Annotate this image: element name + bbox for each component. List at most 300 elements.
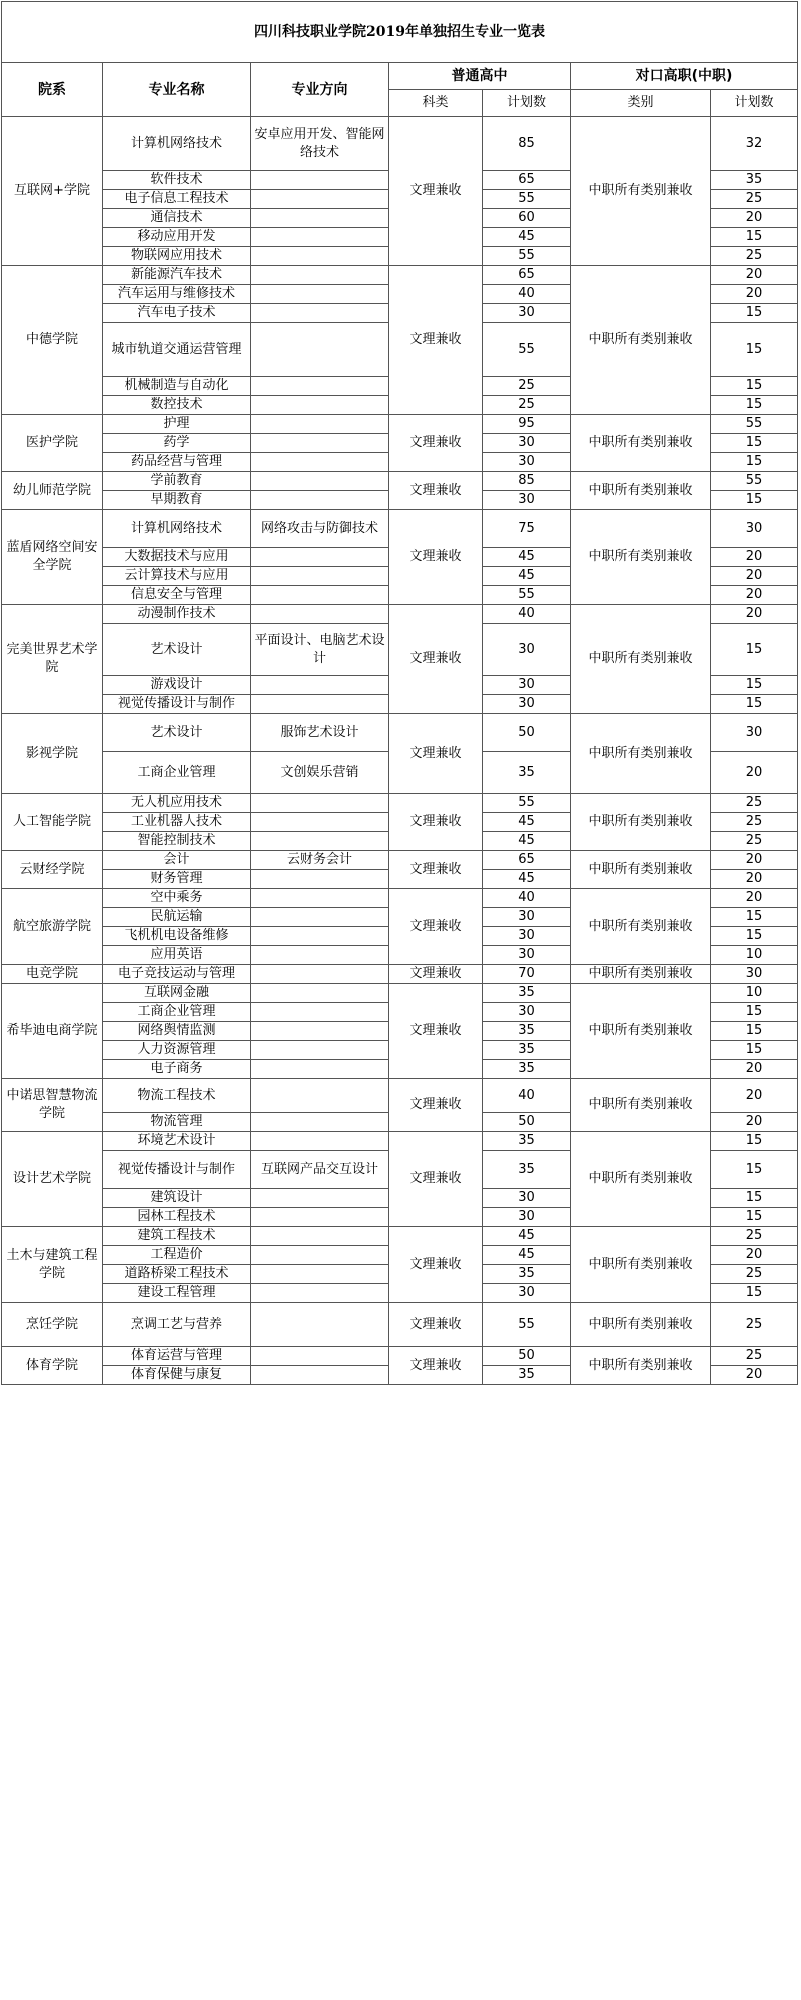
general-plan-cell: 50 [483, 1113, 571, 1132]
vocational-plan-cell: 15 [711, 1022, 798, 1041]
direction-cell [251, 415, 389, 434]
general-plan-cell: 30 [483, 695, 571, 714]
vocational-plan-cell: 15 [711, 908, 798, 927]
vocational-plan-cell: 20 [711, 851, 798, 870]
vocational-plan-cell: 20 [711, 1246, 798, 1265]
direction-cell [251, 870, 389, 889]
vocational-category-cell: 中职所有类别兼收 [571, 510, 711, 605]
major-name-cell: 艺术设计 [103, 624, 251, 676]
general-plan-cell: 35 [483, 752, 571, 794]
college-name-cell: 云财经学院 [2, 851, 103, 889]
vocational-plan-cell: 35 [711, 171, 798, 190]
direction-cell [251, 247, 389, 266]
major-name-cell: 软件技术 [103, 171, 251, 190]
general-plan-cell: 30 [483, 1208, 571, 1227]
college-name-cell: 体育学院 [2, 1347, 103, 1385]
general-plan-cell: 55 [483, 190, 571, 209]
vocational-category-cell: 中职所有类别兼收 [571, 1132, 711, 1227]
major-name-cell: 大数据技术与应用 [103, 548, 251, 567]
major-name-cell: 游戏设计 [103, 676, 251, 695]
major-name-cell: 智能控制技术 [103, 832, 251, 851]
general-plan-cell: 45 [483, 1246, 571, 1265]
direction-cell [251, 434, 389, 453]
general-plan-cell: 30 [483, 927, 571, 946]
vocational-plan-cell: 25 [711, 1303, 798, 1347]
general-plan-cell: 35 [483, 1041, 571, 1060]
vocational-plan-cell: 30 [711, 510, 798, 548]
vocational-plan-cell: 20 [711, 266, 798, 285]
direction-cell [251, 1265, 389, 1284]
major-name-cell: 工商企业管理 [103, 752, 251, 794]
direction-cell [251, 1303, 389, 1347]
major-name-cell: 汽车运用与维修技术 [103, 285, 251, 304]
direction-cell [251, 396, 389, 415]
vocational-plan-cell: 25 [711, 1265, 798, 1284]
direction-cell [251, 1284, 389, 1303]
direction-cell [251, 548, 389, 567]
major-name-cell: 学前教育 [103, 472, 251, 491]
general-plan-cell: 65 [483, 171, 571, 190]
general-plan-cell: 25 [483, 396, 571, 415]
subject-cell: 文理兼收 [389, 1303, 483, 1347]
vocational-plan-cell: 20 [711, 605, 798, 624]
vocational-category-cell: 中职所有类别兼收 [571, 794, 711, 851]
major-name-cell: 计算机网络技术 [103, 117, 251, 171]
general-plan-cell: 75 [483, 510, 571, 548]
header-college: 院系 [2, 63, 103, 117]
major-name-cell: 艺术设计 [103, 714, 251, 752]
college-name-cell: 互联网+学院 [2, 117, 103, 266]
vocational-plan-cell: 15 [711, 304, 798, 323]
college-name-cell: 完美世界艺术学院 [2, 605, 103, 714]
vocational-category-cell: 中职所有类别兼收 [571, 415, 711, 472]
header-major: 专业名称 [103, 63, 251, 117]
general-plan-cell: 40 [483, 605, 571, 624]
major-name-cell: 计算机网络技术 [103, 510, 251, 548]
direction-cell [251, 171, 389, 190]
general-plan-cell: 30 [483, 1284, 571, 1303]
direction-cell [251, 1208, 389, 1227]
vocational-plan-cell: 15 [711, 695, 798, 714]
direction-cell [251, 1113, 389, 1132]
direction-cell: 平面设计、电脑艺术设计 [251, 624, 389, 676]
direction-cell [251, 605, 389, 624]
subject-cell: 文理兼收 [389, 415, 483, 472]
direction-cell [251, 676, 389, 695]
general-plan-cell: 45 [483, 228, 571, 247]
direction-cell: 互联网产品交互设计 [251, 1151, 389, 1189]
major-name-cell: 建筑设计 [103, 1189, 251, 1208]
direction-cell [251, 1079, 389, 1113]
major-name-cell: 工程造价 [103, 1246, 251, 1265]
direction-cell [251, 695, 389, 714]
subject-cell: 文理兼收 [389, 1227, 483, 1303]
table-row [2, 984, 798, 1003]
major-name-cell: 无人机应用技术 [103, 794, 251, 813]
general-plan-cell: 65 [483, 266, 571, 285]
direction-cell [251, 304, 389, 323]
subject-cell: 文理兼收 [389, 266, 483, 415]
direction-cell [251, 1189, 389, 1208]
major-name-cell: 护理 [103, 415, 251, 434]
college-name-cell: 中诺思智慧物流学院 [2, 1079, 103, 1132]
direction-cell [251, 1022, 389, 1041]
vocational-plan-cell: 20 [711, 209, 798, 228]
direction-cell [251, 1041, 389, 1060]
direction-cell [251, 377, 389, 396]
vocational-plan-cell: 25 [711, 832, 798, 851]
subject-cell: 文理兼收 [389, 472, 483, 510]
major-name-cell: 电子商务 [103, 1060, 251, 1079]
direction-cell [251, 1060, 389, 1079]
subject-cell: 文理兼收 [389, 851, 483, 889]
major-name-cell: 视觉传播设计与制作 [103, 695, 251, 714]
general-plan-cell: 50 [483, 714, 571, 752]
general-plan-cell: 70 [483, 965, 571, 984]
vocational-plan-cell: 55 [711, 415, 798, 434]
vocational-category-cell: 中职所有类别兼收 [571, 605, 711, 714]
vocational-plan-cell: 15 [711, 491, 798, 510]
college-name-cell: 航空旅游学院 [2, 889, 103, 965]
table-row [2, 889, 798, 908]
college-name-cell: 影视学院 [2, 714, 103, 794]
vocational-plan-cell: 20 [711, 1060, 798, 1079]
direction-cell [251, 472, 389, 491]
vocational-plan-cell: 15 [711, 1132, 798, 1151]
major-name-cell: 应用英语 [103, 946, 251, 965]
major-name-cell: 药品经营与管理 [103, 453, 251, 472]
vocational-category-cell: 中职所有类别兼收 [571, 984, 711, 1079]
general-plan-cell: 30 [483, 946, 571, 965]
subject-cell: 文理兼收 [389, 1079, 483, 1132]
general-plan-cell: 30 [483, 1189, 571, 1208]
vocational-plan-cell: 15 [711, 1208, 798, 1227]
major-name-cell: 财务管理 [103, 870, 251, 889]
vocational-plan-cell: 25 [711, 1347, 798, 1366]
table-row [2, 605, 798, 624]
vocational-plan-cell: 25 [711, 813, 798, 832]
direction-cell [251, 984, 389, 1003]
direction-cell [251, 1003, 389, 1022]
direction-cell [251, 190, 389, 209]
subject-cell: 文理兼收 [389, 889, 483, 965]
direction-cell [251, 586, 389, 605]
major-name-cell: 建设工程管理 [103, 1284, 251, 1303]
general-plan-cell: 30 [483, 624, 571, 676]
vocational-plan-cell: 55 [711, 472, 798, 491]
general-plan-cell: 40 [483, 285, 571, 304]
general-plan-cell: 30 [483, 676, 571, 695]
general-plan-cell: 30 [483, 434, 571, 453]
vocational-plan-cell: 15 [711, 228, 798, 247]
general-plan-cell: 85 [483, 472, 571, 491]
direction-cell: 云财务会计 [251, 851, 389, 870]
general-plan-cell: 35 [483, 1366, 571, 1385]
general-plan-cell: 35 [483, 1022, 571, 1041]
major-name-cell: 动漫制作技术 [103, 605, 251, 624]
direction-cell [251, 1347, 389, 1366]
major-name-cell: 会计 [103, 851, 251, 870]
major-name-cell: 移动应用开发 [103, 228, 251, 247]
vocational-category-cell: 中职所有类别兼收 [571, 1347, 711, 1385]
table-row [2, 472, 798, 491]
table-row [2, 851, 798, 870]
college-name-cell: 蓝盾网络空间安全学院 [2, 510, 103, 605]
general-plan-cell: 35 [483, 1265, 571, 1284]
vocational-plan-cell: 15 [711, 1189, 798, 1208]
general-plan-cell: 35 [483, 1060, 571, 1079]
direction-cell [251, 567, 389, 586]
table-row [2, 117, 798, 171]
subject-cell: 文理兼收 [389, 510, 483, 605]
general-plan-cell: 25 [483, 377, 571, 396]
vocational-plan-cell: 20 [711, 870, 798, 889]
college-name-cell: 幼儿师范学院 [2, 472, 103, 510]
vocational-plan-cell: 15 [711, 396, 798, 415]
table-row [2, 1303, 798, 1347]
table-row [2, 965, 798, 984]
major-name-cell: 汽车电子技术 [103, 304, 251, 323]
major-name-cell: 视觉传播设计与制作 [103, 1151, 251, 1189]
vocational-plan-cell: 15 [711, 377, 798, 396]
major-name-cell: 飞机机电设备维修 [103, 927, 251, 946]
direction-cell [251, 1366, 389, 1385]
direction-cell [251, 965, 389, 984]
major-name-cell: 数控技术 [103, 396, 251, 415]
major-name-cell: 民航运输 [103, 908, 251, 927]
vocational-plan-cell: 15 [711, 1151, 798, 1189]
vocational-plan-cell: 25 [711, 794, 798, 813]
header-vocational: 对口高职(中职) [571, 63, 798, 90]
vocational-plan-cell: 15 [711, 434, 798, 453]
general-plan-cell: 50 [483, 1347, 571, 1366]
vocational-plan-cell: 20 [711, 1113, 798, 1132]
vocational-plan-cell: 15 [711, 624, 798, 676]
general-plan-cell: 45 [483, 832, 571, 851]
direction-cell [251, 908, 389, 927]
vocational-plan-cell: 15 [711, 323, 798, 377]
general-plan-cell: 30 [483, 304, 571, 323]
vocational-category-cell: 中职所有类别兼收 [571, 1227, 711, 1303]
vocational-plan-cell: 20 [711, 889, 798, 908]
major-name-cell: 建筑工程技术 [103, 1227, 251, 1246]
major-name-cell: 互联网金融 [103, 984, 251, 1003]
major-name-cell: 早期教育 [103, 491, 251, 510]
direction-cell: 文创娱乐营销 [251, 752, 389, 794]
direction-cell: 网络攻击与防御技术 [251, 510, 389, 548]
subject-cell: 文理兼收 [389, 1347, 483, 1385]
header-general-high-school: 普通高中 [389, 63, 571, 90]
vocational-category-cell: 中职所有类别兼收 [571, 851, 711, 889]
vocational-plan-cell: 15 [711, 1041, 798, 1060]
general-plan-cell: 55 [483, 586, 571, 605]
subject-cell: 文理兼收 [389, 1132, 483, 1227]
direction-cell [251, 285, 389, 304]
major-name-cell: 物流管理 [103, 1113, 251, 1132]
table-row [2, 714, 798, 752]
major-name-cell: 通信技术 [103, 209, 251, 228]
general-plan-cell: 35 [483, 984, 571, 1003]
vocational-plan-cell: 15 [711, 676, 798, 695]
vocational-plan-cell: 20 [711, 285, 798, 304]
subject-cell: 文理兼收 [389, 117, 483, 266]
vocational-plan-cell: 25 [711, 190, 798, 209]
direction-cell [251, 946, 389, 965]
major-name-cell: 体育运营与管理 [103, 1347, 251, 1366]
header-gen-subject: 科类 [389, 90, 483, 117]
major-name-cell: 信息安全与管理 [103, 586, 251, 605]
vocational-category-cell: 中职所有类别兼收 [571, 472, 711, 510]
direction-cell [251, 266, 389, 285]
general-plan-cell: 30 [483, 908, 571, 927]
major-name-cell: 园林工程技术 [103, 1208, 251, 1227]
table-row [2, 794, 798, 813]
vocational-plan-cell: 32 [711, 117, 798, 171]
general-plan-cell: 45 [483, 1227, 571, 1246]
header-direction: 专业方向 [251, 63, 389, 117]
general-plan-cell: 60 [483, 209, 571, 228]
vocational-category-cell: 中职所有类别兼收 [571, 1303, 711, 1347]
direction-cell [251, 927, 389, 946]
vocational-category-cell: 中职所有类别兼收 [571, 889, 711, 965]
direction-cell [251, 1132, 389, 1151]
general-plan-cell: 35 [483, 1151, 571, 1189]
general-plan-cell: 85 [483, 117, 571, 171]
general-plan-cell: 45 [483, 870, 571, 889]
vocational-category-cell: 中职所有类别兼收 [571, 714, 711, 794]
general-plan-cell: 30 [483, 491, 571, 510]
college-name-cell: 人工智能学院 [2, 794, 103, 851]
general-plan-cell: 45 [483, 548, 571, 567]
header-voc-plan: 计划数 [711, 90, 798, 117]
header-gen-plan: 计划数 [483, 90, 571, 117]
vocational-category-cell: 中职所有类别兼收 [571, 1079, 711, 1132]
college-name-cell: 烹饪学院 [2, 1303, 103, 1347]
vocational-plan-cell: 15 [711, 1284, 798, 1303]
vocational-category-cell: 中职所有类别兼收 [571, 965, 711, 984]
subject-cell: 文理兼收 [389, 794, 483, 851]
header-row [2, 63, 798, 90]
general-plan-cell: 40 [483, 889, 571, 908]
direction-cell [251, 228, 389, 247]
major-name-cell: 新能源汽车技术 [103, 266, 251, 285]
vocational-category-cell: 中职所有类别兼收 [571, 266, 711, 415]
direction-cell: 服饰艺术设计 [251, 714, 389, 752]
direction-cell [251, 491, 389, 510]
major-name-cell: 云计算技术与应用 [103, 567, 251, 586]
direction-cell [251, 1246, 389, 1265]
general-plan-cell: 55 [483, 323, 571, 377]
vocational-category-cell: 中职所有类别兼收 [571, 117, 711, 266]
table-row [2, 1079, 798, 1113]
table-title: 四川科技职业学院2019年单独招生专业一览表 [2, 2, 798, 63]
general-plan-cell: 35 [483, 1132, 571, 1151]
direction-cell [251, 1227, 389, 1246]
vocational-plan-cell: 10 [711, 946, 798, 965]
table-row [2, 510, 798, 548]
vocational-plan-cell: 30 [711, 965, 798, 984]
direction-cell [251, 453, 389, 472]
major-name-cell: 环境艺术设计 [103, 1132, 251, 1151]
major-name-cell: 道路桥梁工程技术 [103, 1265, 251, 1284]
enrollment-sheet [1, 1, 798, 1385]
general-plan-cell: 45 [483, 813, 571, 832]
vocational-plan-cell: 10 [711, 984, 798, 1003]
direction-cell [251, 889, 389, 908]
table-row [2, 1227, 798, 1246]
major-name-cell: 空中乘务 [103, 889, 251, 908]
general-plan-cell: 55 [483, 794, 571, 813]
majors-table [1, 1, 798, 1385]
major-name-cell: 药学 [103, 434, 251, 453]
vocational-plan-cell: 20 [711, 548, 798, 567]
general-plan-cell: 65 [483, 851, 571, 870]
vocational-plan-cell: 30 [711, 714, 798, 752]
vocational-plan-cell: 15 [711, 927, 798, 946]
major-name-cell: 电子竞技运动与管理 [103, 965, 251, 984]
major-name-cell: 网络舆情监测 [103, 1022, 251, 1041]
general-plan-cell: 30 [483, 1003, 571, 1022]
major-name-cell: 物联网应用技术 [103, 247, 251, 266]
major-name-cell: 工商企业管理 [103, 1003, 251, 1022]
table-row [2, 415, 798, 434]
major-name-cell: 物流工程技术 [103, 1079, 251, 1113]
direction-cell: 安卓应用开发、智能网络技术 [251, 117, 389, 171]
subject-cell: 文理兼收 [389, 984, 483, 1079]
vocational-plan-cell: 25 [711, 247, 798, 266]
title-row [2, 2, 798, 63]
college-name-cell: 希毕迪电商学院 [2, 984, 103, 1079]
subject-cell: 文理兼收 [389, 714, 483, 794]
direction-cell [251, 794, 389, 813]
direction-cell [251, 209, 389, 228]
major-name-cell: 城市轨道交通运营管理 [103, 323, 251, 377]
general-plan-cell: 40 [483, 1079, 571, 1113]
general-plan-cell: 95 [483, 415, 571, 434]
general-plan-cell: 55 [483, 247, 571, 266]
subject-cell: 文理兼收 [389, 965, 483, 984]
major-name-cell: 工业机器人技术 [103, 813, 251, 832]
header-voc-category: 类别 [571, 90, 711, 117]
general-plan-cell: 55 [483, 1303, 571, 1347]
major-name-cell: 烹调工艺与营养 [103, 1303, 251, 1347]
vocational-plan-cell: 15 [711, 1003, 798, 1022]
major-name-cell: 体育保健与康复 [103, 1366, 251, 1385]
general-plan-cell: 45 [483, 567, 571, 586]
college-name-cell: 医护学院 [2, 415, 103, 472]
vocational-plan-cell: 20 [711, 1079, 798, 1113]
subject-cell: 文理兼收 [389, 605, 483, 714]
college-name-cell: 电竞学院 [2, 965, 103, 984]
table-row [2, 1132, 798, 1151]
vocational-plan-cell: 20 [711, 586, 798, 605]
table-row [2, 266, 798, 285]
college-name-cell: 设计艺术学院 [2, 1132, 103, 1227]
vocational-plan-cell: 15 [711, 453, 798, 472]
direction-cell [251, 832, 389, 851]
major-name-cell: 电子信息工程技术 [103, 190, 251, 209]
major-name-cell: 机械制造与自动化 [103, 377, 251, 396]
vocational-plan-cell: 20 [711, 1366, 798, 1385]
college-name-cell: 中德学院 [2, 266, 103, 415]
vocational-plan-cell: 20 [711, 752, 798, 794]
vocational-plan-cell: 20 [711, 567, 798, 586]
direction-cell [251, 323, 389, 377]
college-name-cell: 土木与建筑工程学院 [2, 1227, 103, 1303]
direction-cell [251, 813, 389, 832]
general-plan-cell: 30 [483, 453, 571, 472]
major-name-cell: 人力资源管理 [103, 1041, 251, 1060]
